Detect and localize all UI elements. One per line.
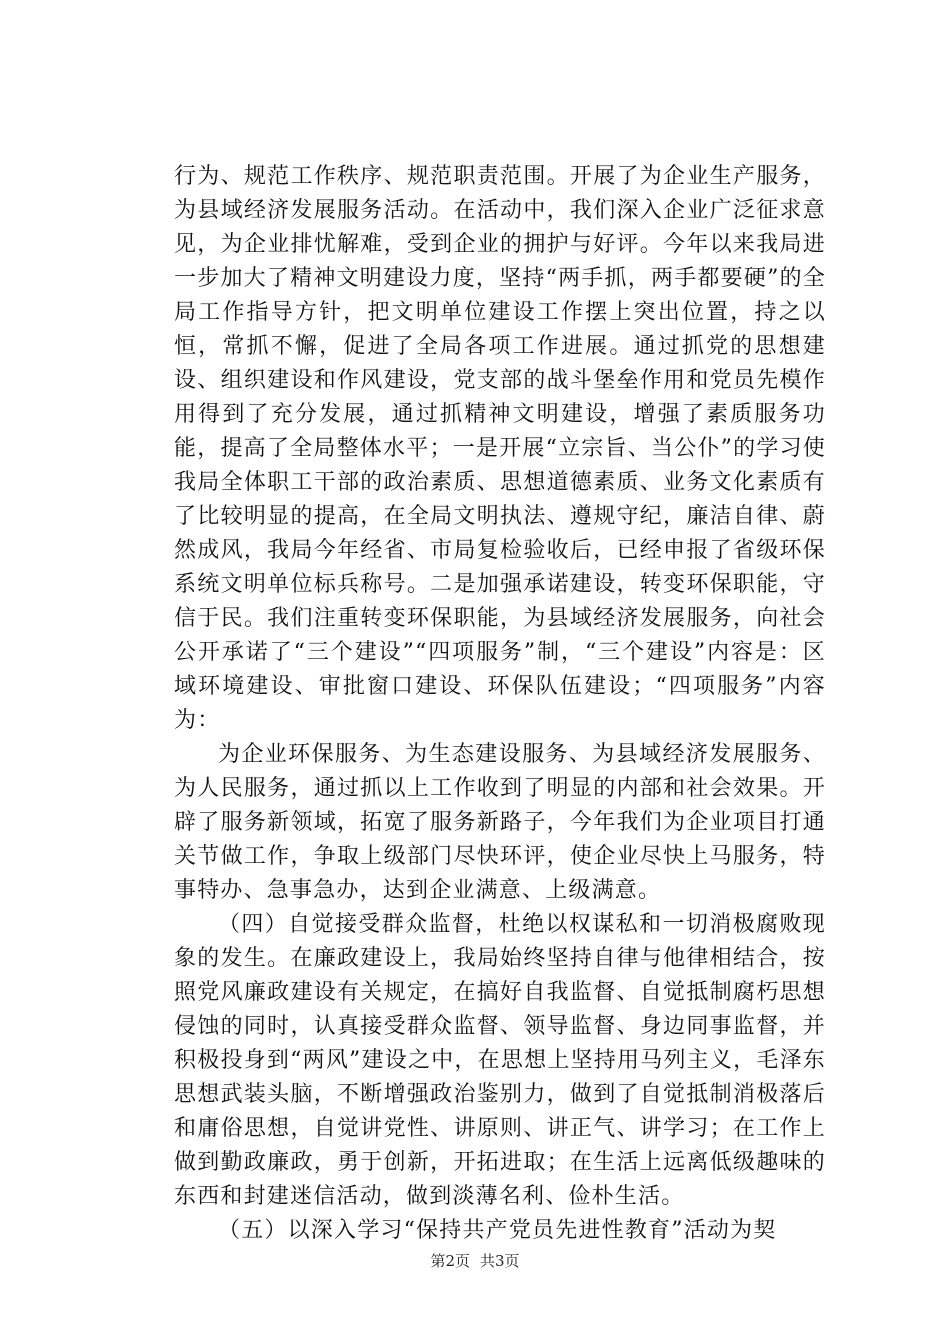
page-footer [0,1250,950,1271]
paragraph-service-list: 为企业环保服务、为生态建设服务、为县域经济发展服务、为人民服务，通过抓以上工作收到了明显的内部和社会效果。开辟了服务新领域，拓宽了服务新路子，今年我们为企业项目打通关节做工作，争取上级部门尽快环评，使企业尽快上马服务，特事特办、急事急办，达到企业满意、上级满意。 [174,742,826,903]
page-total: 共3页 [480,1252,520,1270]
page-number: 第2页 [430,1252,470,1270]
paragraph-continued-text: 行为、规范工作秩序、规范职责范围。开展了为企业生产服务，为县域经济发展服务活动。在活动中，我们深入企业广泛征求意见，为企业排忧解难，受到企业的拥护与好评。今年以来我局进一步加大了精神文明建设力度，坚持“两手抓，两手都要硬”的全局工作指导方针，把文明单位建设工作摆上突出位置，持之以恒，常抓不懈，促进了全局各项工作进展。通过抓党的思想建设、组织建设和作风建设，党支部的战斗堡垒作用和党员先模作用得到了充分发展，通过抓精神文明建设，增强了素质服务功能，提高了全局整体水平；一是开展“立宗旨、当公仆”的学习使我局全体职工干部的政治素质、思想道德素质、业务文化素质有了比较明显的提高，在全局文明执法、遵规守纪，廉洁自律、蔚然成风，我局今年经省、市局复检验收后，已经申报了省级环保系统文明单位标兵称号。二是加强承诺建设，转变环保职能，守信于民。我们注重转变环保职能，为县域经济发展服务，向社会公开承诺了“三个建设”“四项服务”制，“三个建设”内容是：区域环境建设、审批窗口建设、环保队伍建设；“四项服务”内容为： [174,164,826,733]
paragraph-section-five: （五）以深入学习“保持共产党员先进性教育”活动为契 [218,1218,777,1243]
paragraph-section-four: （四）自觉接受群众监督，杜绝以权谋私和一切消极腐败现象的发生。在廉政建设上，我局始终坚持自律与他律相结合，按照党风廉政建设有关规定，在搞好自我监督、自觉抵制腐朽思想侵蚀的同时，认真接受群众监督、领导监督、身边同事监督，并积极投身到“两风”建设之中，在思想上坚持用马列主义，毛泽东思想武装头脑，不断增强政治鉴别力，做到了自觉抵制消极落后和庸俗思想，自觉讲党性、讲原则、讲正气、讲学习；在工作上做到勤政廉政，勇于创新，开拓进取；在生活上远离低级趣味的东西和封建迷信活动，做到淡薄名利、俭朴生活。 [174,912,826,1209]
document-body [174,160,826,1248]
